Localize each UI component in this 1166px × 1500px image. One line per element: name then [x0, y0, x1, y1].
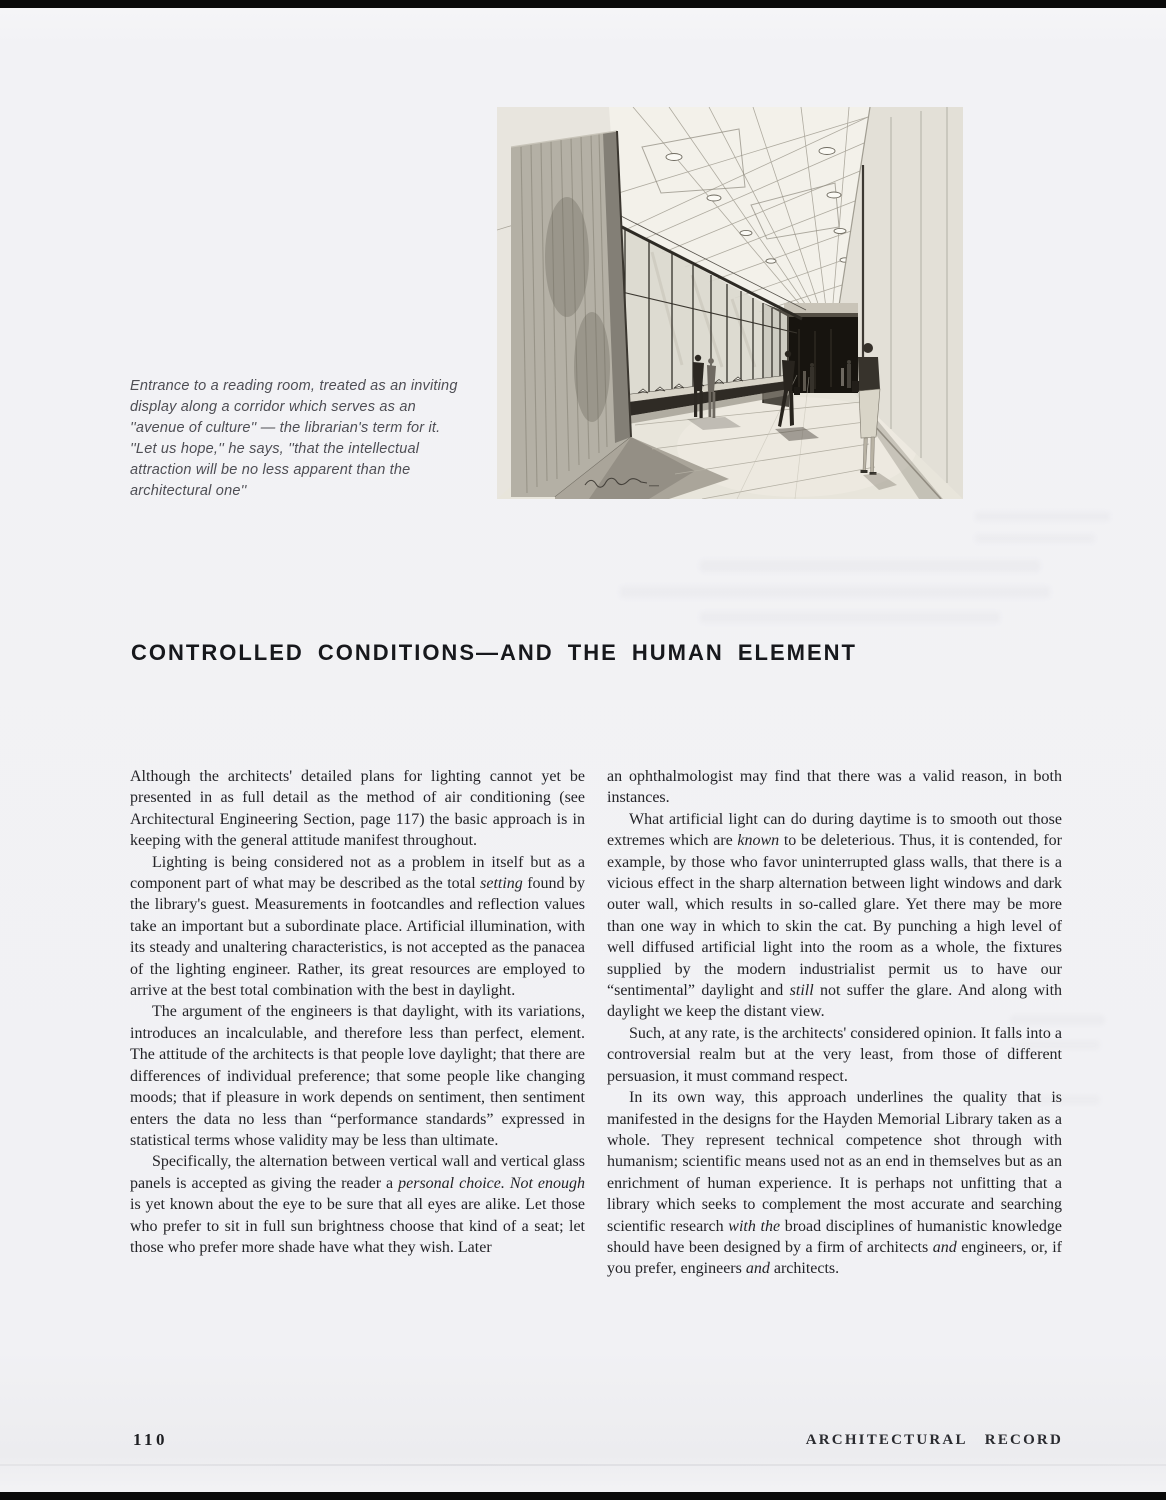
page-bleedthrough [700, 560, 1040, 572]
page-bleedthrough [620, 586, 1050, 598]
paragraph: an ophthalmologist may find that there was a valid reason, in both instances. [607, 768, 1062, 807]
footer-page-number: 110 [133, 1430, 169, 1449]
page-bleedthrough [700, 612, 1000, 623]
paragraph: Specifically, the alternation between vertical wall and vertical glass panels is accepted as giving the reader a personal choice. Not enough is yet known about the eye to be sure that all eyes are alike. Let those who prefer to sit in full sun brightness choose that kind of a seat; let those who prefer more shade have what they wish. Later [130, 1153, 586, 1256]
paragraph: Such, at any rate, is the architects' considered opinion. It falls into a controversial realm but at the very least, from those of different persuasion, it must command respect. [607, 1024, 1062, 1085]
corridor-sketch-image [497, 107, 963, 499]
footer-publication: ARCHITECTURAL RECORD [805, 1432, 1063, 1448]
article-title: CONTROLLED CONDITIONS—AND THE HUMAN ELEMENT [131, 640, 857, 665]
article-column-right [607, 766, 1062, 1280]
paragraph: In its own way, this approach underlines the quality that is manifested in the designs for the Hayden Memorial Library taken as a whole. They represent technical competence shot through with humanism; scientific means used not as an end in themselves but as an enrichment of human experience. It is perhaps not unfitting that a library which seeks to complement the most accurate and searching scientific research with the broad disciplines of humanistic knowledge should have been designed by a firm of architects and engineers, or, if you prefer, engineers and architects. [607, 1089, 1062, 1278]
figure-caption: Entrance to a reading room, treated as an inviting display along a corridor which serves as an ''avenue of culture'' — the librarian's term for it. ''Let us hope,'' he says, ''that the intellectual attraction will be no less apparent than the architectural one'' [130, 378, 458, 499]
paragraph: What artificial light can do during daytime is to smooth out those extremes which are known to be deleterious. Thus, it is contended, for example, by those who favor uninterrupted glass walls, that there is a vicious effect in the sharp alternation between light windows and dark outer wall, which results in so-called glare. Yet there may be more than one way in which to skin the cat. By punching a high level of well diffused artificial light into the room as a whole, the fixtures supplied by the modern industrialist permit us to have our “sentimental” daylight and still not suffer the glare. And along with daylight we keep the distant view. [607, 810, 1063, 1021]
paragraph: Although the architects' detailed plans for lighting cannot yet be presented in as full detail as the method of air conditioning (see Architectural Engineering Section, page 117) the basic approach is in keeping with the general attitude manifest throughout. [130, 768, 585, 850]
page-bleedthrough [975, 534, 1095, 543]
paragraph: Lighting is being considered not as a problem in itself but as a component part of what may be described as the total setting found by the library's guest. Measurements in footcandles and reflection values take an important but a subordinate place. Artificial illumination, with its steady and unaltering characteristics, is not accepted as the panacea of the lighting engineer. Rather, its great resources are employed to arrive at the best total combination with the best in daylight. [130, 853, 585, 1000]
scan-edge-bottom [0, 1492, 1166, 1500]
article-column-left [130, 766, 585, 1258]
scan-seam [0, 1464, 1166, 1466]
paragraph: The argument of the engineers is that daylight, with its variations, introduces an incalculable, and therefore less than perfect, element. The attitude of the architects is that people love daylight; that there are differences of individual preference; that some people like changing moods; that if pleasure in work depends on sentiment, then sentiment enters the data no less than “performance standards” expressed in statistical terms whose validity may be less than ultimate. [130, 1003, 585, 1149]
figure-reading-room-rendering [497, 107, 963, 499]
page-bleedthrough [975, 512, 1110, 521]
scan-edge-top [0, 0, 1166, 8]
